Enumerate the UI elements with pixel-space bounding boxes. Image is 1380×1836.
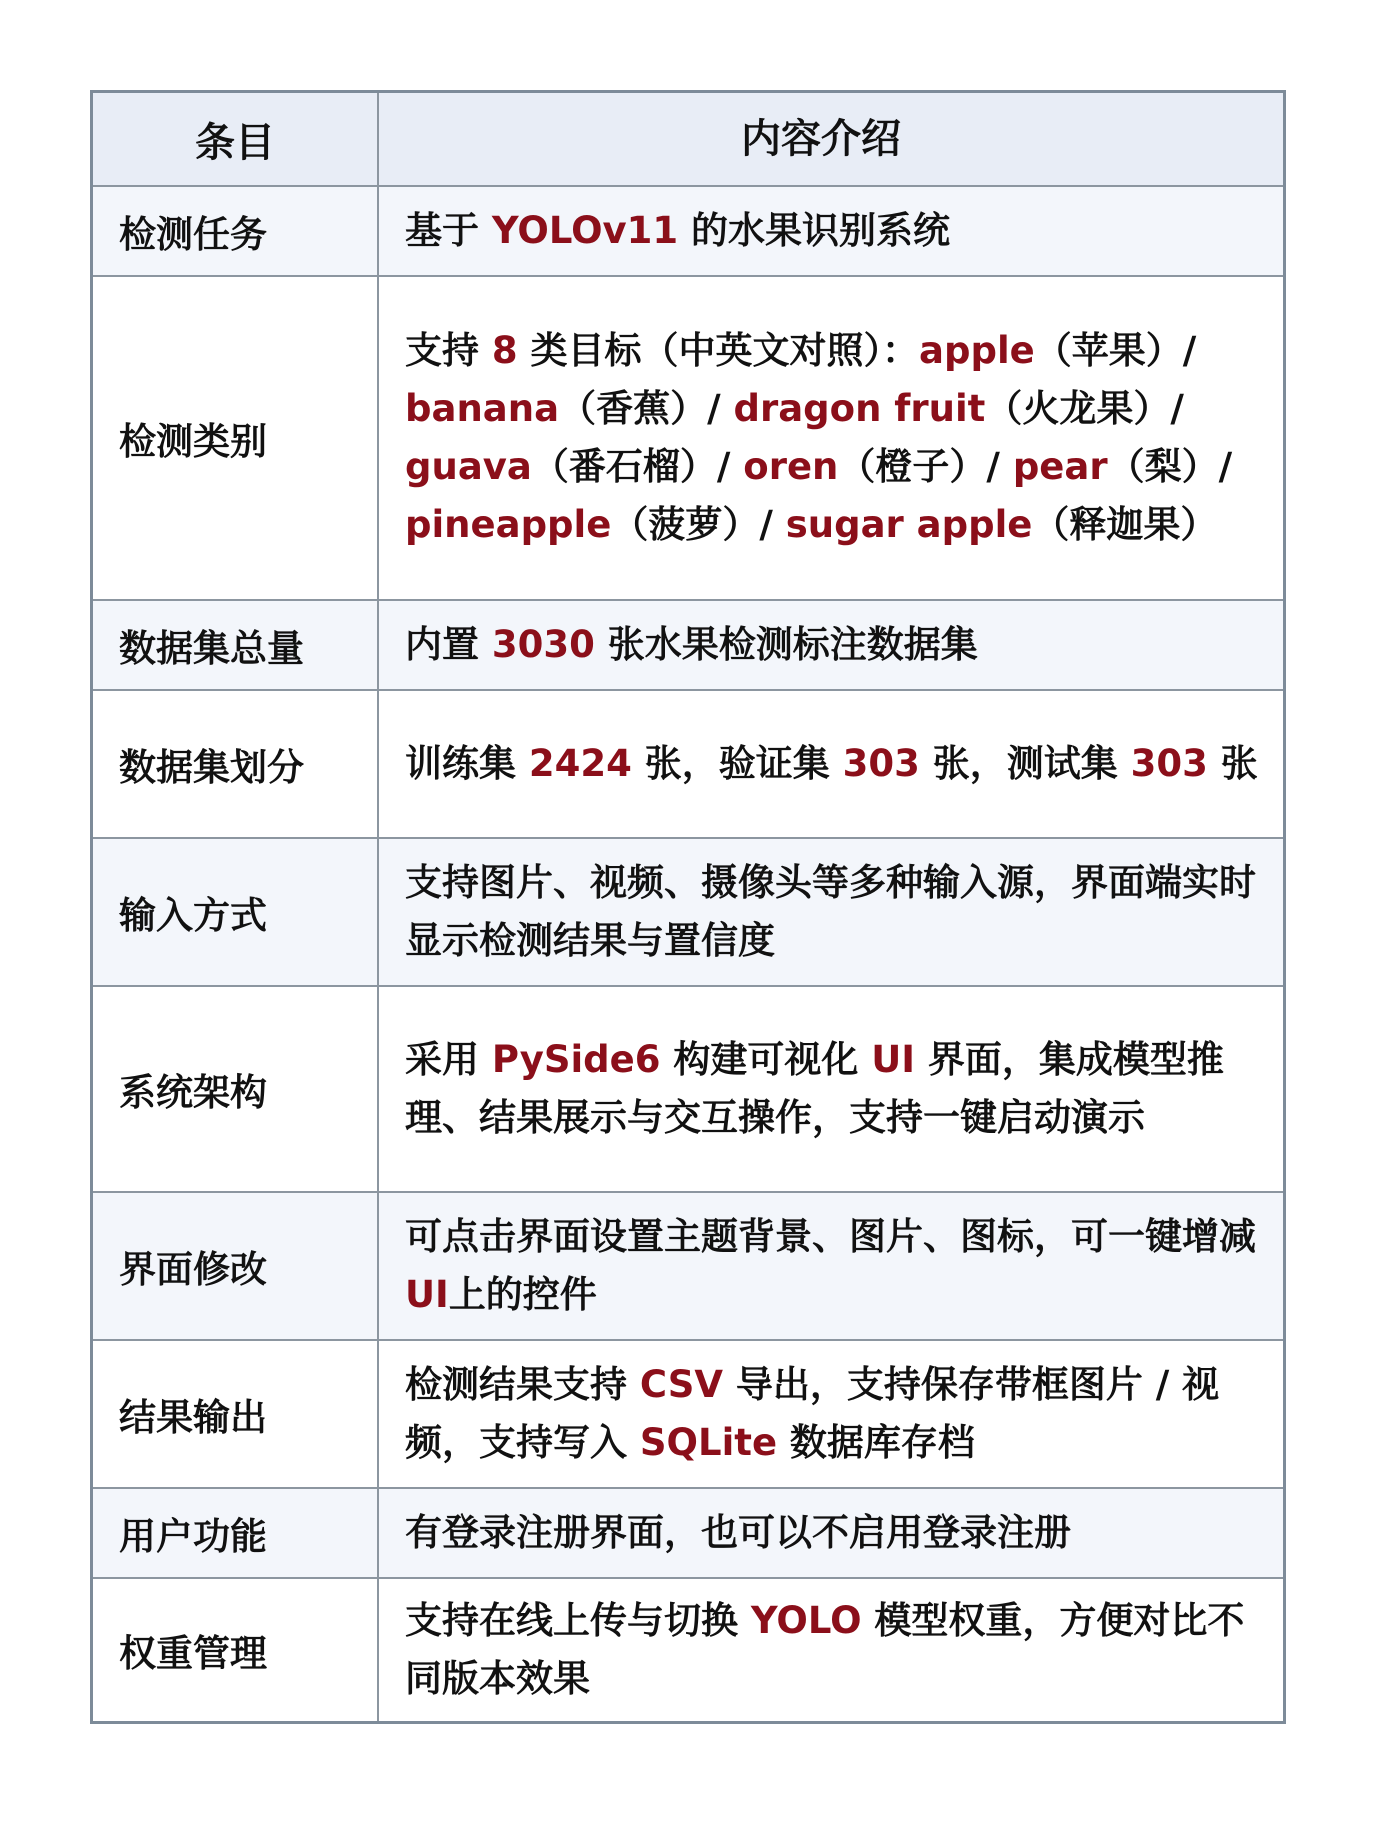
highlight-term: dragon fruit [733,387,986,430]
table-row [93,1487,1283,1577]
info-table [90,90,1286,1724]
row-content [379,1341,1283,1487]
row-content [379,187,1283,275]
row-content [379,277,1283,599]
highlight-term: PySide6 [491,1038,661,1081]
highlight-term: 3030 [491,623,595,666]
text-segment: 检测结果支持 [405,1363,640,1406]
text-segment: （苹果）/ [1034,329,1197,372]
row-content [379,601,1283,689]
text-segment: 有登录注册界面，也可以不启用登录注册 [405,1511,1071,1554]
highlight-term: banana [405,387,560,430]
text-segment: 张水果检测标注数据集 [594,623,978,666]
header-col-description: 内容介绍 [741,116,901,162]
text-segment: 支持图片、视频、摄像头等多种输入源，界面端实时显示检测结果与置信度 [405,861,1256,962]
table-row [93,689,1283,837]
text-segment: 张，测试集 [919,742,1131,785]
highlight-term: 303 [1130,742,1208,785]
row-content [379,987,1283,1191]
text-segment: 采用 [405,1038,492,1081]
text-segment: 可点击界面设置主题背景、图片、图标，可一键增减 [405,1215,1256,1258]
text-segment: （橙子）/ [838,445,1013,488]
text-segment: （火龙果）/ [985,387,1184,430]
highlight-term: YOLOv11 [491,209,679,252]
highlight-term: apple [919,329,1035,372]
text-segment: 界面，集成模型推理、结果展示与交互操作，支持一键启动演示 [405,1038,1224,1139]
text-segment: 内置 [405,623,492,666]
header-col-item: 条目 [93,93,379,185]
row-content [379,1489,1283,1577]
table-row [93,185,1283,275]
row-label: 检测类别 [93,277,379,599]
text-segment: （菠萝）/ [611,503,786,546]
highlight-term: 303 [842,742,920,785]
text-segment: 的水果识别系统 [678,209,951,252]
highlight-term: sugar apple [785,503,1033,546]
row-content [379,1193,1283,1339]
highlight-term: oren [743,445,839,488]
row-label: 系统架构 [93,987,379,1191]
text-segment: （香蕉）/ [559,387,734,430]
text-segment: 张，验证集 [631,742,843,785]
table-row [93,1191,1283,1339]
row-content [379,691,1283,837]
text-segment: （番石榴）/ [531,445,744,488]
row-label: 结果输出 [93,1341,379,1487]
highlight-term: UI [405,1273,449,1316]
highlight-term: guava [405,445,532,488]
table-row [93,599,1283,689]
highlight-term: pear [1012,445,1108,488]
highlight-term: pineapple [405,503,612,546]
text-segment: 导出，支持保存带框图片 / 视频，支持写入 [405,1363,1220,1464]
row-label: 界面修改 [93,1193,379,1339]
text-segment: 上的控件 [448,1273,597,1316]
table-row [93,275,1283,599]
highlight-term: 2424 [528,742,632,785]
highlight-term: UI [871,1038,916,1081]
row-label: 数据集总量 [93,601,379,689]
highlight-term: CSV [639,1363,724,1406]
table-header-row [93,93,1283,185]
text-segment: （梨）/ [1107,445,1233,488]
text-segment: 支持 [405,329,492,372]
text-segment: 张 [1207,742,1258,785]
row-content [379,1579,1283,1721]
text-segment: 基于 [405,209,492,252]
table-row [93,985,1283,1191]
highlight-term: SQLite [639,1421,778,1464]
row-label: 用户功能 [93,1489,379,1577]
text-segment: 模型权重，方便对比不同版本效果 [405,1599,1245,1700]
table-row [93,1339,1283,1487]
table-row [93,1577,1283,1721]
text-segment: （释迦果） [1032,503,1218,546]
text-segment: 支持在线上传与切换 [405,1599,751,1642]
text-segment: 构建可视化 [660,1038,872,1081]
text-segment: 数据库存档 [777,1421,975,1464]
row-label: 检测任务 [93,187,379,275]
table-row [93,837,1283,985]
text-segment: 训练集 [405,742,529,785]
text-segment: 类目标（中英文对照）： [517,329,920,372]
row-label: 数据集划分 [93,691,379,837]
row-content [379,839,1283,985]
row-label: 输入方式 [93,839,379,985]
highlight-term: YOLO [750,1599,862,1642]
highlight-term: 8 [491,329,518,372]
row-label: 权重管理 [93,1579,379,1721]
